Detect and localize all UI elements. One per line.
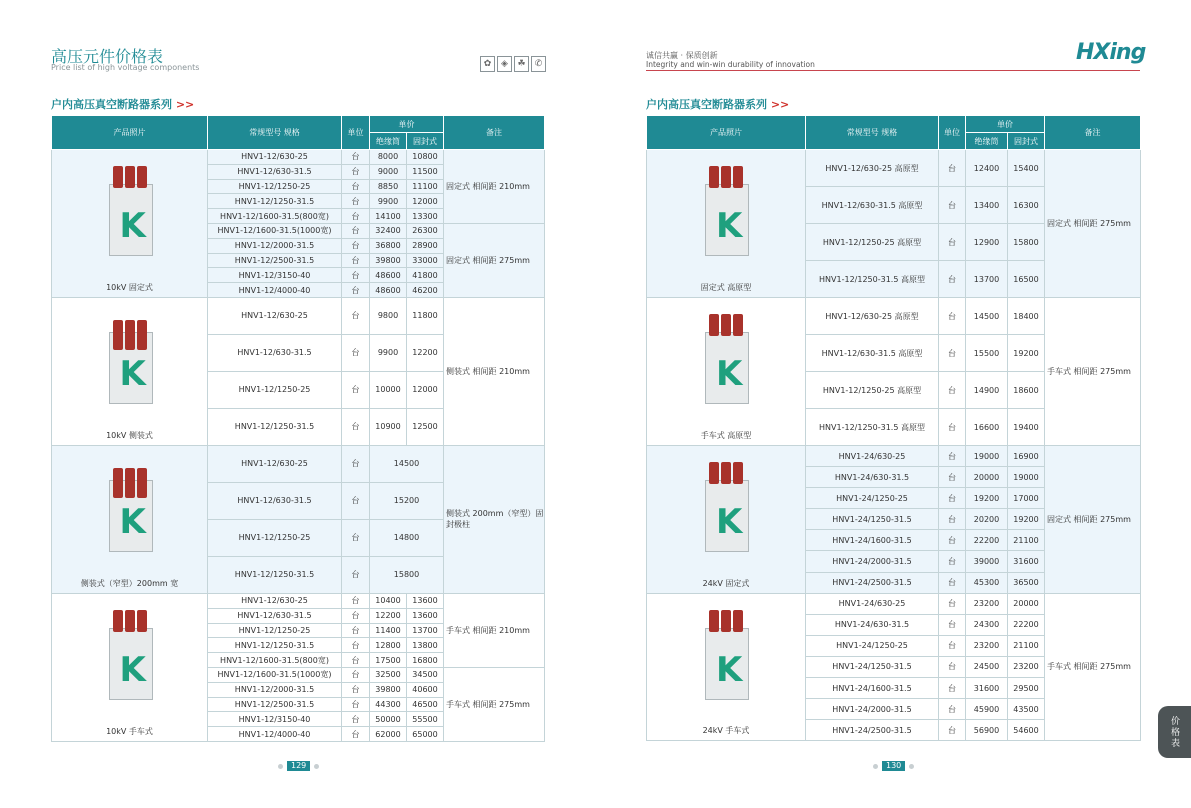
price-solid: 29500 xyxy=(1008,678,1045,699)
price-solid: 12000 xyxy=(407,371,444,408)
model-cell: HNV1-12/2500-31.5 xyxy=(208,253,342,268)
page-dot xyxy=(873,764,878,769)
model-cell: HNV1-12/1250-25 高原型 xyxy=(806,224,939,261)
unit-cell: 台 xyxy=(939,224,966,261)
price-insulated: 8850 xyxy=(370,179,407,194)
price-insulated: 11400 xyxy=(370,623,407,638)
model-cell: HNV1-24/1250-25 xyxy=(806,635,939,656)
price-insulated: 12800 xyxy=(370,638,407,653)
model-cell: HNV1-12/630-31.5 高原型 xyxy=(806,187,939,224)
header-solid: 固封式 xyxy=(1008,133,1045,150)
price-insulated: 39000 xyxy=(966,551,1008,572)
header-model: 常规型号 规格 xyxy=(208,116,342,150)
note-cell: 侧装式 200mm（窄型）固封极柱 xyxy=(444,445,545,593)
price-solid: 19000 xyxy=(1008,467,1045,488)
unit-cell: 台 xyxy=(342,150,370,165)
unit-cell: 台 xyxy=(342,179,370,194)
table-row xyxy=(647,593,1141,614)
model-cell: HNV1-12/1250-25 xyxy=(208,179,342,194)
price-insulated: 20000 xyxy=(966,467,1008,488)
unit-cell: 台 xyxy=(939,372,966,409)
unit-cell: 台 xyxy=(342,223,370,238)
product-caption: 侧装式（窄型）200mm 宽 xyxy=(80,578,179,588)
model-cell: HNV1-12/630-25 xyxy=(208,297,342,334)
table-row xyxy=(52,150,545,165)
price-insulated: 45300 xyxy=(966,572,1008,593)
unit-cell: 台 xyxy=(939,656,966,677)
price-solid: 13600 xyxy=(407,608,444,623)
unit-cell: 台 xyxy=(342,593,370,608)
note-cell: 手车式 相间距 275mm xyxy=(1045,298,1141,446)
price-solid: 43500 xyxy=(1008,699,1045,720)
unit-cell: 台 xyxy=(939,551,966,572)
note-cell: 固定式 相间距 275mm xyxy=(444,223,545,297)
product-caption: 10kV 手车式 xyxy=(106,726,153,736)
product-photo: K xyxy=(101,158,159,268)
table-row xyxy=(52,297,545,334)
model-cell: HNV1-24/2500-31.5 xyxy=(806,572,939,593)
page-dot xyxy=(314,764,319,769)
price-table-right xyxy=(646,115,1141,741)
price-insulated: 19200 xyxy=(966,488,1008,509)
price-solid: 12500 xyxy=(407,408,444,445)
price-cell: 15200 xyxy=(370,482,444,519)
price-insulated: 13700 xyxy=(966,261,1008,298)
unit-cell: 台 xyxy=(342,712,370,727)
unit-cell: 台 xyxy=(939,261,966,298)
price-solid: 46200 xyxy=(407,283,444,298)
price-insulated: 56900 xyxy=(966,720,1008,741)
header-unit: 单位 xyxy=(342,116,370,150)
table-row xyxy=(647,150,1141,187)
price-solid: 15400 xyxy=(1008,150,1045,187)
price-insulated: 48600 xyxy=(370,268,407,283)
product-caption: 24kV 固定式 xyxy=(702,578,750,588)
model-cell: HNV1-12/2500-31.5 xyxy=(208,697,342,712)
unit-cell: 台 xyxy=(342,682,370,697)
price-insulated: 9900 xyxy=(370,194,407,209)
model-cell: HNV1-24/2500-31.5 xyxy=(806,720,939,741)
price-solid: 23200 xyxy=(1008,656,1045,677)
price-insulated: 12200 xyxy=(370,608,407,623)
price-solid: 13600 xyxy=(407,593,444,608)
section-title-right xyxy=(646,96,789,112)
model-cell: HNV1-24/2000-31.5 xyxy=(806,699,939,720)
model-cell: HNV1-12/1600-31.5(1000宽) xyxy=(208,667,342,682)
product-cell xyxy=(647,150,806,298)
header-price: 单价 xyxy=(370,116,444,133)
price-solid: 46500 xyxy=(407,697,444,712)
page-number: 130 xyxy=(882,761,905,771)
unit-cell: 台 xyxy=(342,727,370,742)
product-photo: K xyxy=(697,454,755,564)
price-insulated: 14900 xyxy=(966,372,1008,409)
model-cell: HNV1-12/1250-31.5 xyxy=(208,638,342,653)
price-solid: 13300 xyxy=(407,209,444,224)
unit-cell: 台 xyxy=(939,678,966,699)
price-insulated: 62000 xyxy=(370,727,407,742)
price-solid: 33000 xyxy=(407,253,444,268)
unit-cell: 台 xyxy=(939,530,966,551)
price-insulated: 17500 xyxy=(370,653,407,668)
unit-cell: 台 xyxy=(342,297,370,334)
page-number-left xyxy=(278,761,319,771)
model-cell: HNV1-12/630-31.5 高原型 xyxy=(806,335,939,372)
product-cell xyxy=(647,298,806,446)
unit-cell: 台 xyxy=(342,697,370,712)
page-number-right xyxy=(873,761,914,771)
price-insulated: 45900 xyxy=(966,699,1008,720)
table-row xyxy=(647,298,1141,335)
product-cell xyxy=(52,593,208,741)
price-insulated: 23200 xyxy=(966,635,1008,656)
price-solid: 11100 xyxy=(407,179,444,194)
model-cell: HNV1-12/630-25 xyxy=(208,593,342,608)
unit-cell: 台 xyxy=(342,334,370,371)
unit-cell: 台 xyxy=(939,572,966,593)
unit-cell: 台 xyxy=(342,482,370,519)
price-solid: 18400 xyxy=(1008,298,1045,335)
price-solid: 11800 xyxy=(407,297,444,334)
model-cell: HNV1-12/1600-31.5(800宽) xyxy=(208,653,342,668)
price-solid: 11500 xyxy=(407,164,444,179)
model-cell: HNV1-12/630-31.5 xyxy=(208,482,342,519)
price-solid: 16800 xyxy=(407,653,444,668)
unit-cell: 台 xyxy=(342,194,370,209)
model-cell: HNV1-12/1250-31.5 高原型 xyxy=(806,261,939,298)
page-number: 129 xyxy=(287,761,310,771)
model-cell: HNV1-24/1250-31.5 xyxy=(806,509,939,530)
header-price: 单价 xyxy=(966,116,1045,133)
unit-cell: 台 xyxy=(939,699,966,720)
note-cell: 固定式 相间距 210mm xyxy=(444,150,545,224)
note-cell: 手车式 相间距 210mm xyxy=(444,593,545,667)
slogan: 诚信共赢 · 保质创新 xyxy=(646,51,718,60)
unit-cell: 台 xyxy=(939,593,966,614)
side-tab-price-list[interactable]: 价格表 xyxy=(1158,706,1191,758)
price-insulated: 24500 xyxy=(966,656,1008,677)
model-cell: HNV1-24/1600-31.5 xyxy=(806,530,939,551)
price-insulated: 10400 xyxy=(370,593,407,608)
price-solid: 41800 xyxy=(407,268,444,283)
price-solid: 21100 xyxy=(1008,530,1045,551)
unit-cell: 台 xyxy=(342,164,370,179)
unit-cell: 台 xyxy=(342,519,370,556)
price-insulated: 12400 xyxy=(966,150,1008,187)
header-photo: 产品照片 xyxy=(52,116,208,150)
model-cell: HNV1-12/4000-40 xyxy=(208,727,342,742)
section-arrow: >> xyxy=(770,98,790,111)
unit-cell: 台 xyxy=(342,283,370,298)
page-dot xyxy=(909,764,914,769)
unit-cell: 台 xyxy=(939,488,966,509)
price-insulated: 32500 xyxy=(370,667,407,682)
note-cell: 手车式 相间距 275mm xyxy=(1045,593,1141,741)
price-insulated: 12900 xyxy=(966,224,1008,261)
unit-cell: 台 xyxy=(939,614,966,635)
header-insulated: 绝缘筒 xyxy=(966,133,1008,150)
price-cell: 15800 xyxy=(370,556,444,593)
model-cell: HNV1-12/3150-40 xyxy=(208,712,342,727)
model-cell: HNV1-24/630-31.5 xyxy=(806,467,939,488)
price-insulated: 16600 xyxy=(966,409,1008,446)
price-cell: 14800 xyxy=(370,519,444,556)
unit-cell: 台 xyxy=(342,608,370,623)
unit-cell: 台 xyxy=(939,150,966,187)
price-solid: 20000 xyxy=(1008,593,1045,614)
price-insulated: 22200 xyxy=(966,530,1008,551)
product-photo: K xyxy=(697,306,755,416)
unit-cell: 台 xyxy=(342,556,370,593)
price-insulated: 20200 xyxy=(966,509,1008,530)
price-cell: 14500 xyxy=(370,445,444,482)
price-solid: 16300 xyxy=(1008,187,1045,224)
note-cell: 手车式 相间距 275mm xyxy=(444,667,545,741)
header-note: 备注 xyxy=(444,116,545,150)
price-solid: 10800 xyxy=(407,150,444,165)
price-insulated: 10000 xyxy=(370,371,407,408)
price-solid: 19400 xyxy=(1008,409,1045,446)
product-photo: K xyxy=(101,454,159,564)
page-subtitle: Price list of high voltage components xyxy=(51,63,200,72)
note-cell: 固定式 相间距 275mm xyxy=(1045,446,1141,594)
table-row xyxy=(647,446,1141,467)
unit-cell: 台 xyxy=(939,187,966,224)
model-cell: HNV1-12/1600-31.5(1000宽) xyxy=(208,223,342,238)
model-cell: HNV1-12/1250-25 xyxy=(208,371,342,408)
header-insulated: 绝缘筒 xyxy=(370,133,407,150)
model-cell: HNV1-12/630-25 xyxy=(208,150,342,165)
model-cell: HNV1-12/1250-25 xyxy=(208,623,342,638)
note-cell: 侧装式 相间距 210mm xyxy=(444,297,545,445)
model-cell: HNV1-12/1250-25 xyxy=(208,519,342,556)
price-insulated: 9900 xyxy=(370,334,407,371)
product-caption: 10kV 侧装式 xyxy=(106,430,153,440)
price-insulated: 48600 xyxy=(370,283,407,298)
header-divider xyxy=(646,70,1140,71)
product-cell xyxy=(647,593,806,741)
product-photo: K xyxy=(697,158,755,268)
unit-cell: 台 xyxy=(939,635,966,656)
model-cell: HNV1-12/630-31.5 xyxy=(208,164,342,179)
price-insulated: 9800 xyxy=(370,297,407,334)
price-solid: 16900 xyxy=(1008,446,1045,467)
price-insulated: 39800 xyxy=(370,253,407,268)
product-caption: 手车式 高原型 xyxy=(700,431,752,440)
unit-cell: 台 xyxy=(342,408,370,445)
header-photo: 产品照片 xyxy=(647,116,806,150)
model-cell: HNV1-24/630-31.5 xyxy=(806,614,939,635)
header-note: 备注 xyxy=(1045,116,1141,150)
model-cell: HNV1-12/630-25 xyxy=(208,445,342,482)
model-cell: HNV1-12/1250-25 高原型 xyxy=(806,372,939,409)
product-caption: 10kV 固定式 xyxy=(106,282,153,292)
price-solid: 19200 xyxy=(1008,335,1045,372)
model-cell: HNV1-24/1250-31.5 xyxy=(806,656,939,677)
price-insulated: 15500 xyxy=(966,335,1008,372)
model-cell: HNV1-24/630-25 xyxy=(806,446,939,467)
price-insulated: 19000 xyxy=(966,446,1008,467)
page-dot xyxy=(278,764,283,769)
price-solid: 54600 xyxy=(1008,720,1045,741)
model-cell: HNV1-12/630-25 高原型 xyxy=(806,150,939,187)
price-solid: 13700 xyxy=(407,623,444,638)
unit-cell: 台 xyxy=(342,653,370,668)
model-cell: HNV1-12/1600-31.5(800宽) xyxy=(208,209,342,224)
price-solid: 21100 xyxy=(1008,635,1045,656)
brand-logo: HXing xyxy=(1076,40,1146,65)
service-icon: ✆ xyxy=(531,56,546,72)
unit-cell: 台 xyxy=(342,209,370,224)
product-caption: 24kV 手车式 xyxy=(702,726,750,736)
price-table-left xyxy=(51,115,545,742)
price-insulated: 10900 xyxy=(370,408,407,445)
unit-cell: 台 xyxy=(342,623,370,638)
price-insulated: 32400 xyxy=(370,223,407,238)
price-solid: 12200 xyxy=(407,334,444,371)
price-solid: 26300 xyxy=(407,223,444,238)
unit-cell: 台 xyxy=(939,720,966,741)
model-cell: HNV1-12/1250-31.5 xyxy=(208,194,342,209)
model-cell: HNV1-12/1250-31.5 xyxy=(208,556,342,593)
price-solid: 40600 xyxy=(407,682,444,697)
section-title-left xyxy=(51,96,194,112)
product-cell xyxy=(52,150,208,298)
header-unit: 单位 xyxy=(939,116,966,150)
header-solid: 固封式 xyxy=(407,133,444,150)
model-cell: HNV1-24/1600-31.5 xyxy=(806,678,939,699)
unit-cell: 台 xyxy=(939,409,966,446)
price-solid: 12000 xyxy=(407,194,444,209)
model-cell: HNV1-12/4000-40 xyxy=(208,283,342,298)
unit-cell: 台 xyxy=(939,467,966,488)
table-row xyxy=(52,445,545,482)
price-solid: 65000 xyxy=(407,727,444,742)
model-cell: HNV1-12/630-31.5 xyxy=(208,334,342,371)
product-cell xyxy=(52,297,208,445)
price-insulated: 50000 xyxy=(370,712,407,727)
slogan-en: Integrity and win-win durability of innovation xyxy=(646,60,815,69)
unit-cell: 台 xyxy=(342,638,370,653)
price-solid: 13800 xyxy=(407,638,444,653)
model-cell: HNV1-24/1250-25 xyxy=(806,488,939,509)
model-cell: HNV1-12/1250-31.5 xyxy=(208,408,342,445)
price-solid: 18600 xyxy=(1008,372,1045,409)
section-arrow: >> xyxy=(175,98,195,111)
model-cell: HNV1-12/3150-40 xyxy=(208,268,342,283)
price-insulated: 9000 xyxy=(370,164,407,179)
price-solid: 36500 xyxy=(1008,572,1045,593)
quality-icon: ◈ xyxy=(497,56,512,72)
section-label: 户内高压真空断路器系列 xyxy=(51,98,172,111)
unit-cell: 台 xyxy=(342,238,370,253)
price-insulated: 36800 xyxy=(370,238,407,253)
model-cell: HNV1-12/2000-31.5 xyxy=(208,682,342,697)
product-photo: K xyxy=(101,602,159,712)
model-cell: HNV1-12/2000-31.5 xyxy=(208,238,342,253)
price-insulated: 39800 xyxy=(370,682,407,697)
unit-cell: 台 xyxy=(342,371,370,408)
price-solid: 31600 xyxy=(1008,551,1045,572)
price-insulated: 24300 xyxy=(966,614,1008,635)
product-cell xyxy=(647,446,806,594)
price-insulated: 31600 xyxy=(966,678,1008,699)
price-insulated: 8000 xyxy=(370,150,407,165)
product-photo: K xyxy=(101,306,159,416)
price-solid: 17000 xyxy=(1008,488,1045,509)
model-cell: HNV1-12/630-31.5 xyxy=(208,608,342,623)
price-solid: 19200 xyxy=(1008,509,1045,530)
price-solid: 22200 xyxy=(1008,614,1045,635)
unit-cell: 台 xyxy=(342,268,370,283)
price-insulated: 23200 xyxy=(966,593,1008,614)
price-solid: 16500 xyxy=(1008,261,1045,298)
certification-icons xyxy=(480,56,546,72)
section-label: 户内高压真空断路器系列 xyxy=(646,98,767,111)
eco-icon: ☘ xyxy=(514,56,529,72)
product-cell xyxy=(52,445,208,593)
price-insulated: 13400 xyxy=(966,187,1008,224)
unit-cell: 台 xyxy=(939,446,966,467)
page-title: 高压元件价格表 xyxy=(51,47,164,66)
unit-cell: 台 xyxy=(939,335,966,372)
unit-cell: 台 xyxy=(342,667,370,682)
price-solid: 15800 xyxy=(1008,224,1045,261)
price-solid: 28900 xyxy=(407,238,444,253)
unit-cell: 台 xyxy=(939,298,966,335)
unit-cell: 台 xyxy=(342,253,370,268)
price-insulated: 44300 xyxy=(370,697,407,712)
price-solid: 55500 xyxy=(407,712,444,727)
price-solid: 34500 xyxy=(407,667,444,682)
header-model: 常规型号 规格 xyxy=(806,116,939,150)
price-insulated: 14500 xyxy=(966,298,1008,335)
product-photo: K xyxy=(697,602,755,712)
table-row xyxy=(52,593,545,608)
model-cell: HNV1-12/630-25 高原型 xyxy=(806,298,939,335)
model-cell: HNV1-12/1250-31.5 高原型 xyxy=(806,409,939,446)
model-cell: HNV1-24/630-25 xyxy=(806,593,939,614)
model-cell: HNV1-24/2000-31.5 xyxy=(806,551,939,572)
unit-cell: 台 xyxy=(939,509,966,530)
note-cell: 固定式 相间距 275mm xyxy=(1045,150,1141,298)
product-caption: 固定式 高原型 xyxy=(700,283,752,292)
price-insulated: 14100 xyxy=(370,209,407,224)
cert-icon: ✿ xyxy=(480,56,495,72)
unit-cell: 台 xyxy=(342,445,370,482)
